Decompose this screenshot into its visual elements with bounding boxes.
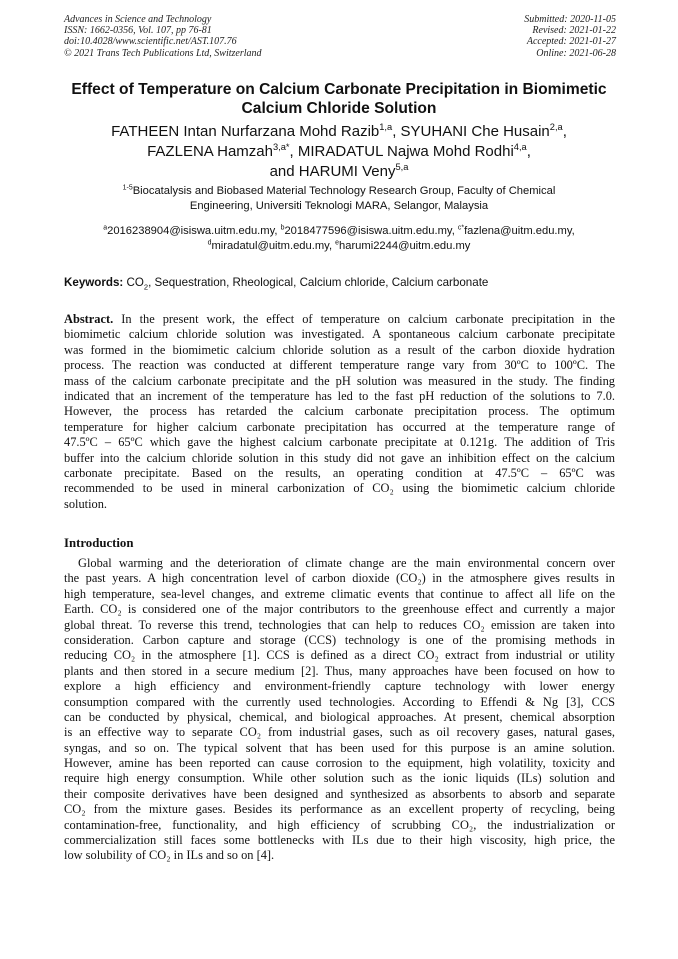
- email-b-sup: b: [280, 224, 285, 232]
- author-list: [40, 122, 638, 182]
- email-separator: ,: [571, 225, 575, 237]
- abstract-line: process. The reaction was conducted at different temperature range vary from 30ºC to 100ºC. The: [64, 358, 615, 373]
- intro-line: contamination-free, functionality, and high efficiency of scrubbing CO₂, the industrialization or: [64, 817, 615, 832]
- keywords-label: Keywords:: [64, 276, 124, 289]
- author-separator: ,: [289, 143, 298, 160]
- journal-header-left: [64, 14, 262, 59]
- author-4: MIRADATUL Najwa Mohd Rodhi: [297, 143, 514, 160]
- doi-line: doi:10.4028/www.scientific.net/AST.107.76: [64, 36, 237, 48]
- intro-line: consumption compared with the currently used technologies. According to Effendi & Ng [3], CCS: [64, 694, 615, 709]
- intro-line: can be conducted by physical, chemical, and biological approaches. At present, chemical absorption: [64, 709, 615, 724]
- keywords-rest: , Sequestration, Rheological, Calcium chloride, Calcium carbonate: [148, 276, 489, 289]
- email-c[interactable]: fazlena@uitm.edu.my: [464, 225, 572, 237]
- email-separator: ,: [274, 225, 281, 237]
- author-line-1: [40, 122, 638, 142]
- title-line-1: Effect of Temperature on Calcium Carbonate Precipitation in Biomimetic: [71, 81, 607, 98]
- email-b[interactable]: 2018477596@isiswa.uitm.edu.my: [284, 225, 452, 237]
- intro-line: global threat. To reverse this trend, technologies that can help to reduces CO₂ emission are taken into: [64, 617, 615, 632]
- abstract-line: temperature for higher calcium carbonate precipitation has occurred at the temperature range of: [64, 419, 615, 434]
- abstract-line: recommended to be used in mineral carbonization of CO₂ using the biomimetic calcium chloride: [64, 481, 615, 496]
- email-list: [40, 224, 638, 254]
- abstract-line: 47.5ºC – 65ºC which gave the highest calcium carbonate precipitate at 0.121g. The addition of Tris: [64, 435, 615, 450]
- abstract-line: was formed in the biomimetic calcium chloride solution as a result of the carbon dioxide hydration: [64, 342, 615, 357]
- abstract-line: mass of the calcium carbonate precipitate and the pH solution was measured in the study. The finding: [64, 373, 615, 388]
- email-d-sup: d: [207, 239, 212, 247]
- intro-line: Global warming and the deterioration of climate change are the main environmental concern over: [78, 556, 615, 570]
- intro-line: syngas, and so on. The typical solvent that has been used for this purpose is an amine solution.: [64, 740, 615, 755]
- author-2-sup: 2,a: [549, 122, 563, 132]
- intro-line: the past years. A high concentration level of carbon dioxide (CO₂) in the atmosphere gives results in: [64, 571, 615, 586]
- intro-line: commercialization still faces some bottlenecks with ILs due to their high viscosity, high price, the: [64, 833, 615, 848]
- section-heading-introduction: Introduction: [64, 536, 134, 550]
- author-and: and: [269, 163, 299, 180]
- intro-line: However, amine has been reported can cause corrosion to the equipment, high volatility, toxicity and: [64, 756, 615, 771]
- affiliation-line-2: Engineering, Universiti Teknologi MARA, Selangor, Malaysia: [189, 200, 489, 212]
- intro-line: is an effective way to separate CO₂ from industrial gases, such as oil recovery gases, natural gases,: [64, 725, 615, 740]
- intro-line: consideration. Carbon capture and storage (CCS) technology is one of the promising methods in: [64, 632, 615, 647]
- intro-line: Earth. CO₂ is considered one of the major contributors to the greenhouse effect and currently a major: [64, 602, 615, 617]
- author-1-sup: 1,a: [379, 122, 393, 132]
- accepted-date: Accepted: 2021-01-27: [526, 36, 616, 48]
- intro-line: require high energy consumption. While other solution such as the ionic liquids (ILs) solution and: [64, 771, 615, 786]
- affiliation-sup: 1-5: [122, 184, 133, 192]
- intro-line: reducing CO₂ in the atmosphere [1]. CCS is defined as a direct CO₂ extract from industrial or utility: [64, 648, 615, 663]
- email-separator: ,: [328, 240, 336, 252]
- introduction-body: [64, 556, 615, 864]
- email-d[interactable]: miradatul@uitm.edu.my: [211, 240, 329, 252]
- abstract-line: However, the process has retarded the calcium carbonate precipitation process. The optimum: [64, 404, 615, 419]
- author-line-3: [40, 162, 638, 182]
- email-separator: ,: [451, 225, 458, 237]
- abstract-line: buffer into the calcium chloride solution in this study did not gave an inhibition effect on the calcium: [64, 450, 615, 465]
- author-separator: ,: [392, 123, 401, 140]
- author-4-sup: 4,a: [513, 142, 527, 152]
- abstract-label: Abstract.: [64, 312, 114, 326]
- email-a-sup: a: [103, 224, 108, 232]
- abstract-line: biomimetic calcium chloride solution was investigated. A spontaneous calcium carbonate precipitate: [64, 327, 615, 342]
- intro-line: explore a high efficiency and environment-friendly capture technology with lower energy: [64, 679, 615, 694]
- paper-title: [40, 80, 638, 118]
- title-line-2: Calcium Chloride Solution: [241, 100, 437, 117]
- revised-date: Revised: 2021-01-22: [532, 25, 616, 37]
- abstract-line: carbonate precipitate. Based on the results, an operating condition at 47.5ºC – 65ºC was: [64, 465, 615, 480]
- abstract: [64, 312, 615, 512]
- copyright-line: © 2021 Trans Tech Publications Ltd, Switzerland: [64, 47, 262, 59]
- author-5: HARUMI Veny: [298, 163, 396, 180]
- intro-line: CO₂ from the mixture gases. Besides its performance as an excellent property of recycling, being: [64, 802, 615, 817]
- email-e-sup: e: [335, 239, 340, 247]
- affiliation: [40, 184, 638, 214]
- keyword-co2-text: CO: [126, 276, 144, 289]
- abstract-line: solution.: [64, 496, 108, 511]
- abstract-line: In the present work, the effect of temperature on calcium carbonate precipitation in the: [113, 312, 615, 326]
- author-separator: ,: [562, 123, 567, 140]
- author-line-2: [40, 142, 638, 162]
- keywords-line: [64, 275, 616, 290]
- affiliation-line-1: Biocatalysis and Biobased Material Technology Research Group, Faculty of Chemical: [132, 185, 556, 197]
- email-c-sup: c*: [457, 224, 465, 232]
- author-3-sup: 3,a*: [272, 142, 290, 152]
- author-3: FAZLENA Hamzah: [147, 143, 273, 160]
- keyword-co2-sub: 2: [143, 282, 149, 292]
- submitted-date: Submitted: 2020-11-05: [524, 14, 616, 25]
- abstract-line: indicated that an increment of the temperature has led to the fast pH reduction of the solutions to 7.0.: [64, 388, 615, 403]
- intro-line: plants and then stored in a secure medium [2]. Thus, many approaches have been focused on how to: [64, 663, 615, 678]
- keyword-co2: [126, 276, 149, 292]
- journal-header-right: [524, 14, 616, 59]
- email-a[interactable]: 2016238904@isiswa.uitm.edu.my: [107, 225, 275, 237]
- author-5-sup: 5,a: [395, 162, 409, 172]
- online-date: Online: 2021-06-28: [536, 47, 616, 59]
- intro-line: their composite derivatives have been designed and synthesized as absorbents to absorb and separate: [64, 786, 615, 801]
- issn-line: ISSN: 1662-0356, Vol. 107, pp 76-81: [64, 25, 212, 37]
- journal-name: Advances in Science and Technology: [64, 14, 212, 25]
- author-1: FATHEEN Intan Nurfarzana Mohd Razib: [111, 123, 380, 140]
- author-2: SYUHANI Che Husain: [400, 123, 550, 140]
- intro-line: high temperature, sea-level changes, and extreme climatic events that continue to affect all life on the: [64, 586, 615, 601]
- author-separator: ,: [526, 143, 531, 160]
- intro-line: low solubility of CO₂ in ILs and so on [4].: [64, 848, 275, 863]
- email-e[interactable]: harumi2244@uitm.edu.my: [339, 240, 471, 252]
